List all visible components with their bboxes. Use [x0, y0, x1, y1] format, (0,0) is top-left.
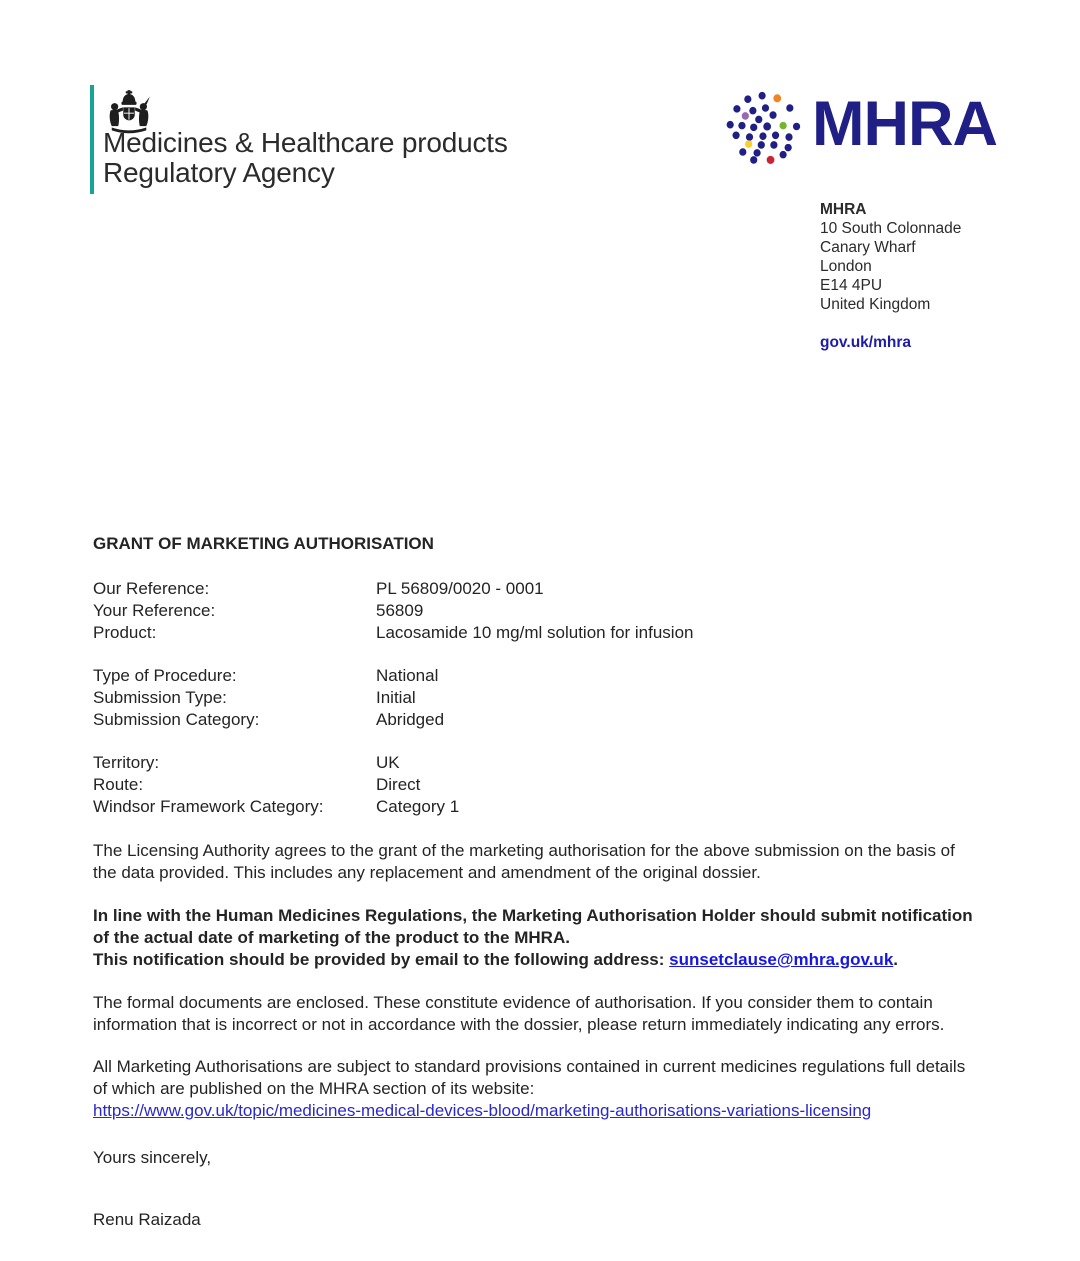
field-label: Product:: [93, 623, 157, 642]
field-label: Submission Type:: [93, 688, 227, 707]
reference-fields: [93, 578, 996, 644]
field-row: [93, 665, 996, 687]
field-label: Territory:: [93, 753, 160, 772]
paragraph-line: of the actual date of marketing of the product to the MHRA.: [93, 928, 570, 947]
field-value: Lacosamide 10 mg/ml solution for infusion: [376, 623, 694, 642]
paragraph-notification: [93, 905, 996, 971]
field-value: National: [376, 666, 439, 685]
paragraph-standard-provisions: [93, 1056, 996, 1122]
address-name: MHRA: [820, 201, 867, 218]
paragraph-grant: [93, 840, 996, 884]
address-line: United Kingdom: [820, 296, 931, 313]
address-line: London: [820, 258, 872, 275]
field-label: Type of Procedure:: [93, 666, 237, 685]
address-block: [820, 200, 961, 352]
paragraph-line: All Marketing Authorisations are subject to standard provisions contained in current medicines regulations full details: [93, 1057, 966, 1076]
procedure-fields: [93, 665, 996, 731]
email-suffix-text: .: [893, 950, 899, 969]
field-row: [93, 796, 996, 818]
field-value: UK: [376, 753, 400, 772]
field-row: [93, 774, 996, 796]
letter-body: [93, 533, 996, 1231]
paragraph-line-with-email: [93, 949, 996, 971]
sunset-clause-email-link[interactable]: sunsetclause@mhra.gov.uk: [669, 950, 894, 969]
field-value: PL 56809/0020 - 0001: [376, 579, 544, 598]
valediction: Yours sincerely,: [93, 1148, 212, 1167]
field-row: [93, 600, 996, 622]
address-line: Canary Wharf: [820, 239, 916, 256]
field-row: [93, 622, 996, 644]
paragraph-line: The formal documents are enclosed. These constitute evidence of authorisation. If you consider them to contain: [93, 993, 933, 1012]
mhra-dots-icon: [726, 86, 810, 174]
letter-heading: GRANT OF MARKETING AUTHORISATION: [93, 534, 434, 553]
paragraph-line: In line with the Human Medicines Regulations, the Marketing Authorisation Holder should submit notification: [93, 906, 973, 925]
field-row: [93, 578, 996, 600]
address-line: 10 South Colonnade: [820, 220, 962, 237]
department-name-line1: Medicines & Healthcare products: [103, 127, 508, 158]
field-value: Abridged: [376, 710, 445, 729]
paragraph-line: of which are published on the MHRA section of its website:: [93, 1079, 535, 1098]
signatory-name: Renu Raizada: [93, 1210, 201, 1229]
paragraph-line: information that is incorrect or not in accordance with the dossier, please return immediately indicating any errors.: [93, 1015, 945, 1034]
mhra-wordmark: MHRA: [812, 89, 997, 159]
field-value: Initial: [376, 688, 416, 707]
field-value: Category 1: [376, 797, 460, 816]
field-value: Direct: [376, 775, 421, 794]
field-label: Submission Category:: [93, 710, 260, 729]
address-line: E14 4PU: [820, 277, 883, 294]
paragraph-line: The Licensing Authority agrees to the grant of the marketing authorisation for the above submission on the basis of: [93, 841, 955, 860]
field-label: Route:: [93, 775, 144, 794]
field-label: Your Reference:: [93, 601, 216, 620]
territory-fields: [93, 752, 996, 818]
field-label: Our Reference:: [93, 579, 210, 598]
field-row: [93, 752, 996, 774]
department-name: [103, 128, 508, 188]
mhra-website-link[interactable]: https://www.gov.uk/topic/medicines-medical-devices-blood/marketing-authorisations-variations-licensing: [93, 1101, 872, 1120]
field-row: [93, 709, 996, 731]
field-value: 56809: [376, 601, 424, 620]
field-row: [93, 687, 996, 709]
field-label: Windsor Framework Category:: [93, 797, 324, 816]
email-prefix-text: This notification should be provided by email to the following address:: [93, 950, 670, 969]
teal-accent-bar: [90, 85, 94, 194]
department-name-line2: Regulatory Agency: [103, 157, 335, 188]
paragraph-formal-documents: [93, 992, 996, 1036]
paragraph-line: the data provided. This includes any replacement and amendment of the original dossier.: [93, 863, 761, 882]
gov-uk-mhra-link[interactable]: gov.uk/mhra: [820, 334, 912, 351]
